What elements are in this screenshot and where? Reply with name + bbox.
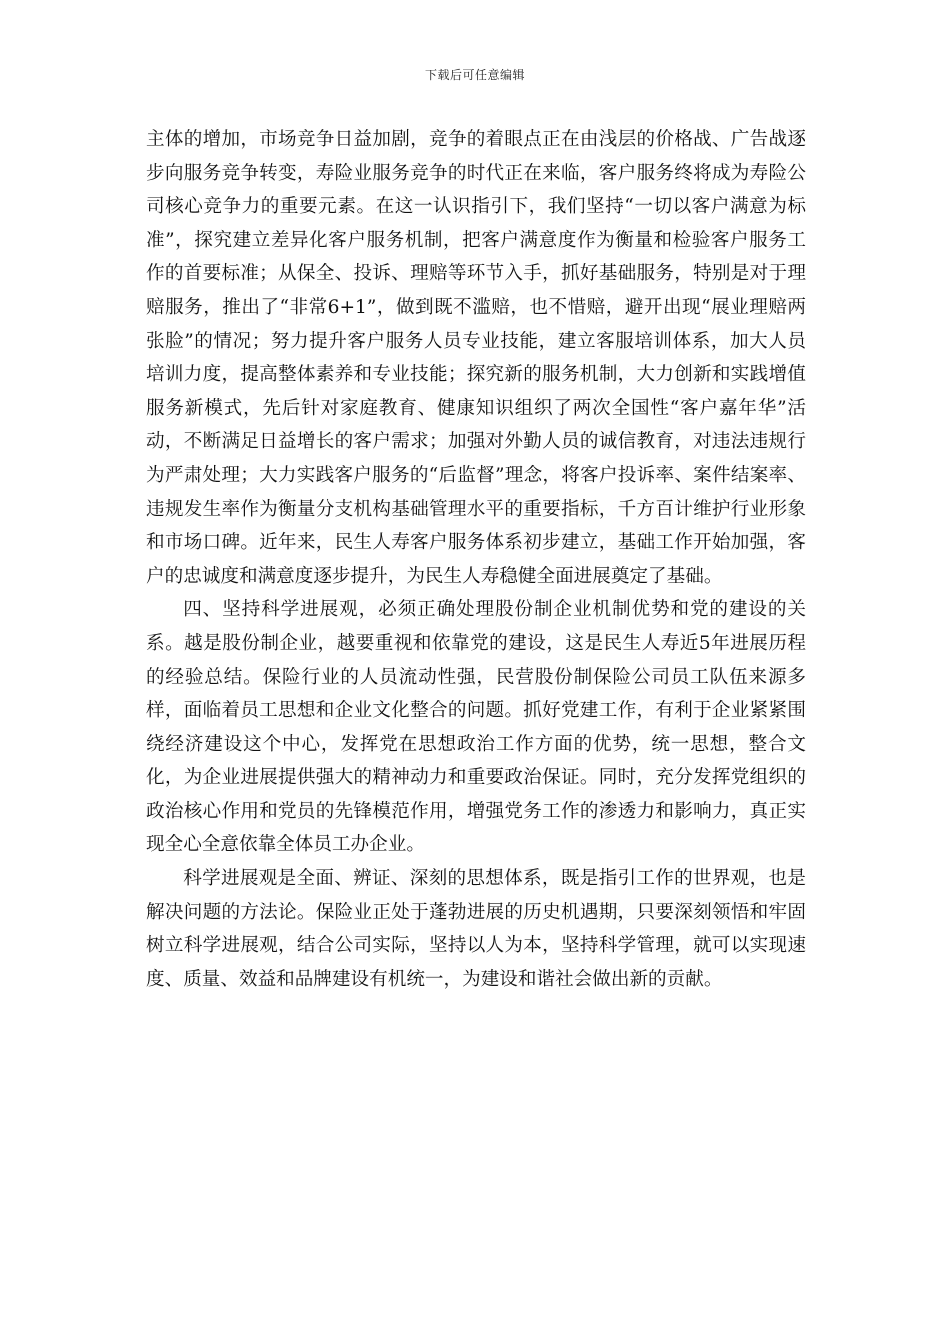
page-header: 下载后可任意编辑 <box>424 68 525 82</box>
paragraph-party-building: 四、坚持科学进展观，必须正确处理股份制企业机制优势和党的建设的关系。越是股份制企业，越要重视和依靠党的建设，这是民生人寿近5年进展历程的经验总结。保险行业的人员流动性强，民营股份制保险公司员工队伍来源多样，面临着员工思想和企业文化整合的问题。抓好党建工作，有利于企业紧紧围绕经济建设这个中心，发挥党在思想政治工作方面的优势，统一思想，整合文化，为企业进展提供强大的精神动力和重要政治保证。同时，充分发挥党组织的政治核心作用和党员的先锋模范作用，增强党务工作的渗透力和影响力，真正实现全心全意依靠全体员工办企业。 <box>146 599 806 856</box>
paragraph-customer-service: 主体的增加，市场竞争日益加剧，竞争的着眼点正在由浅层的价格战、广告战逐步向服务竞争转变，寿险业服务竞争的时代正在来临，客户服务终将成为寿险公司核心竞争力的重要元素。在这一认识指引下，我们坚持“一切以客户满意为标准”，探究建立差异化客户服务机制，把客户满意度作为衡量和检验客户服务工作的首要标准；从保全、投诉、理赔等环节入手，抓好基础服务，特别是对于理赔服务，推出了“非常6+1”，做到既不滥赔，也不惜赔，避开出现“展业理赔两张脸”的情况；努力提升客户服务人员专业技能，建立客服培训体系，加大人员培训力度，提高整体素养和专业技能；探究新的服务机制，大力创新和实践增值服务新模式，先后针对家庭教育、健康知识组织了两次全国性“客户嘉年华”活动，不断满足日益增长的客户需求；加强对外勤人员的诚信教育，对违法违规行为严肃处理；大力实践客户服务的“后监督”理念，将客户投诉率、案件结案率、违规发生率作为衡量分支机构基础管理水平的重要指标，千方百计维护行业形象和市场口碑。近年来，民生人寿客户服务体系初步建立，基础工作开始加强，客户的忠诚度和满意度逐步提升，为民生人寿稳健全面进展奠定了基础。 <box>146 129 806 587</box>
paragraph-conclusion: 科学进展观是全面、辨证、深刻的思想体系，既是指引工作的世界观，也是解决问题的方法论。保险业正处于蓬勃进展的历史机遇期，只要深刻领悟和牢固树立科学进展观，结合公司实际，坚持以人为本，坚持科学管理，就可以实现速度、质量、效益和品牌建设有机统一，为建设和谐社会做出新的贡献。 <box>146 868 806 990</box>
document-body <box>146 123 806 996</box>
